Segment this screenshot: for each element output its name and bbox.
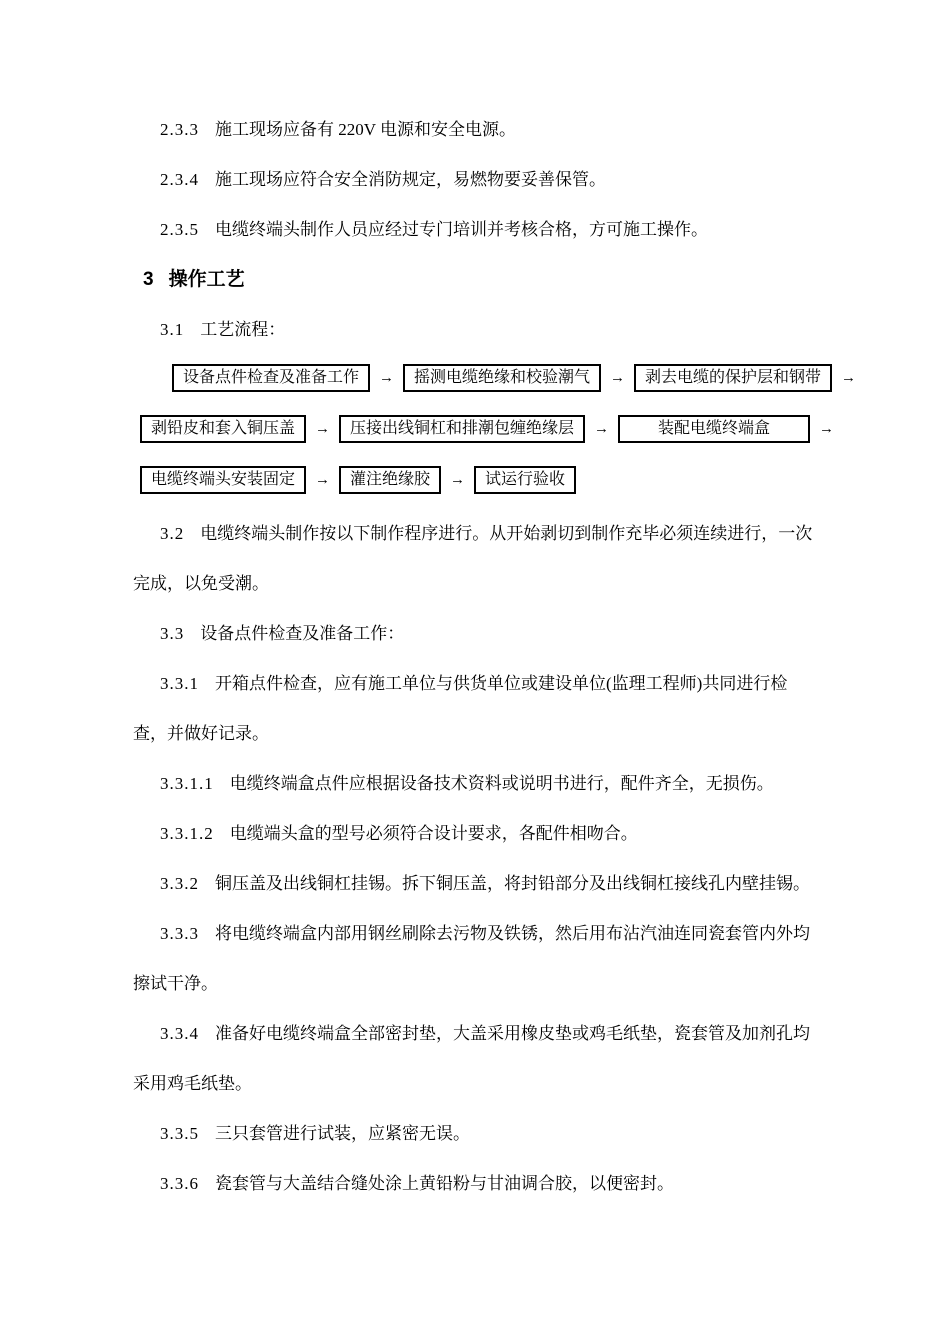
paragraph-3-3 xyxy=(133,609,817,659)
flow-step-insulation-test: 摇测电缆绝缘和校验潮气 xyxy=(403,364,601,392)
section-number: 3.3.1 xyxy=(160,674,199,693)
section-number: 3.3.1.2 xyxy=(160,824,214,843)
section-heading-operation-process xyxy=(133,255,817,305)
paragraph-2-3-3 xyxy=(133,105,817,155)
flow-row-3 xyxy=(140,466,817,494)
paragraph-3-1-flow-intro xyxy=(133,305,817,355)
section-number: 2.3.5 xyxy=(160,220,199,239)
paragraph-text: 将电缆终端盒内部用钢丝刷除去污物及铁锈，然后用布沾汽油连同瓷套管内外均擦试干净。 xyxy=(133,924,810,993)
flow-arrow-icon: → xyxy=(315,472,331,488)
flow-step-strip-protection-layer: 剥去电缆的保护层和钢带 xyxy=(634,364,832,392)
paragraph-text: 准备好电缆终端盒全部密封垫，大盖采用橡皮垫或鸡毛纸垫，瓷套管及加剂孔均采用鸡毛纸垫。 xyxy=(133,1024,810,1093)
section-number: 3.3 xyxy=(160,624,185,643)
paragraph-2-3-4 xyxy=(133,155,817,205)
process-flowchart xyxy=(133,364,857,494)
flow-arrow-icon: → xyxy=(594,421,610,437)
flow-step-crimp-and-wrap: 压接出线铜杠和排潮包缠绝缘层 xyxy=(339,415,585,443)
paragraph-text: 施工现场应符合安全消防规定，易燃物要妥善保管。 xyxy=(215,170,606,189)
flow-step-pour-insulating-resin: 灌注绝缘胶 xyxy=(339,466,441,494)
flow-arrow-icon: → xyxy=(450,472,466,488)
paragraph-3-3-2 xyxy=(133,859,817,909)
section-number: 2.3.4 xyxy=(160,170,199,189)
paragraph-text: 瓷套管与大盖结合缝处涂上黄铅粉与甘油调合胶，以便密封。 xyxy=(215,1174,674,1193)
heading-number: 3 xyxy=(143,269,154,290)
flow-step-trial-run-acceptance: 试运行验收 xyxy=(474,466,576,494)
paragraph-3-3-4 xyxy=(133,1009,817,1109)
section-number: 3.3.2 xyxy=(160,874,199,893)
flow-arrow-icon: → xyxy=(819,421,835,437)
flow-step-strip-lead-sheath: 剥铅皮和套入铜压盖 xyxy=(140,415,306,443)
flow-arrow-icon: → xyxy=(379,370,395,386)
section-number: 3.3.6 xyxy=(160,1174,199,1193)
section-number: 3.3.5 xyxy=(160,1124,199,1143)
flow-step-equipment-inspection: 设备点件检查及准备工作 xyxy=(172,364,370,392)
section-number: 2.3.3 xyxy=(160,120,199,139)
paragraph-text: 开箱点件检查，应有施工单位与供货单位或建设单位(监理工程师)共同进行检查，并做好记录。 xyxy=(133,674,788,743)
flow-step-install-terminal-head: 电缆终端头安装固定 xyxy=(140,466,306,494)
paragraph-2-3-5 xyxy=(133,205,817,255)
paragraph-text: 电缆终端头制作按以下制作程序进行。从开始剥切到制作充毕必须连续进行，一次完成，以免受潮。 xyxy=(133,524,813,593)
flow-step-assemble-terminal-box: 装配电缆终端盒 xyxy=(618,415,810,443)
paragraph-3-2 xyxy=(133,509,817,609)
paragraph-text: 施工现场应备有 220V 电源和安全电源。 xyxy=(215,120,516,139)
paragraph-3-3-3 xyxy=(133,909,817,1009)
flow-arrow-icon: → xyxy=(315,421,331,437)
paragraph-3-3-5 xyxy=(133,1109,817,1159)
paragraph-3-3-1-2 xyxy=(133,809,817,859)
section-number: 3.3.3 xyxy=(160,924,199,943)
paragraph-text: 电缆终端头制作人员应经过专门培训并考核合格，方可施工操作。 xyxy=(215,220,708,239)
paragraph-3-3-1-1 xyxy=(133,759,817,809)
section-number: 3.3.4 xyxy=(160,1024,199,1043)
paragraph-text: 工艺流程： xyxy=(200,320,286,339)
paragraph-text: 电缆端头盒的型号必须符合设计要求，各配件相吻合。 xyxy=(229,824,638,843)
section-number: 3.2 xyxy=(160,524,185,543)
section-number: 3.3.1.1 xyxy=(160,774,214,793)
section-number: 3.1 xyxy=(160,320,185,339)
paragraph-text: 三只套管进行试装，应紧密无误。 xyxy=(215,1124,470,1143)
flow-row-1 xyxy=(172,364,857,392)
paragraph-text: 电缆终端盒点件应根据设备技术资料或说明书进行，配件齐全，无损伤。 xyxy=(229,774,774,793)
paragraph-3-3-1 xyxy=(133,659,817,759)
heading-title: 操作工艺 xyxy=(168,269,245,290)
paragraph-text: 设备点件检查及准备工作： xyxy=(200,624,405,643)
paragraph-3-3-6 xyxy=(133,1159,817,1209)
paragraph-text: 铜压盖及出线铜杠挂锡。拆下铜压盖，将封铅部分及出线铜杠接线孔内壁挂锡。 xyxy=(215,874,810,893)
flow-arrow-icon: → xyxy=(610,370,626,386)
flow-arrow-icon: → xyxy=(841,370,857,386)
flow-row-2 xyxy=(140,415,835,443)
